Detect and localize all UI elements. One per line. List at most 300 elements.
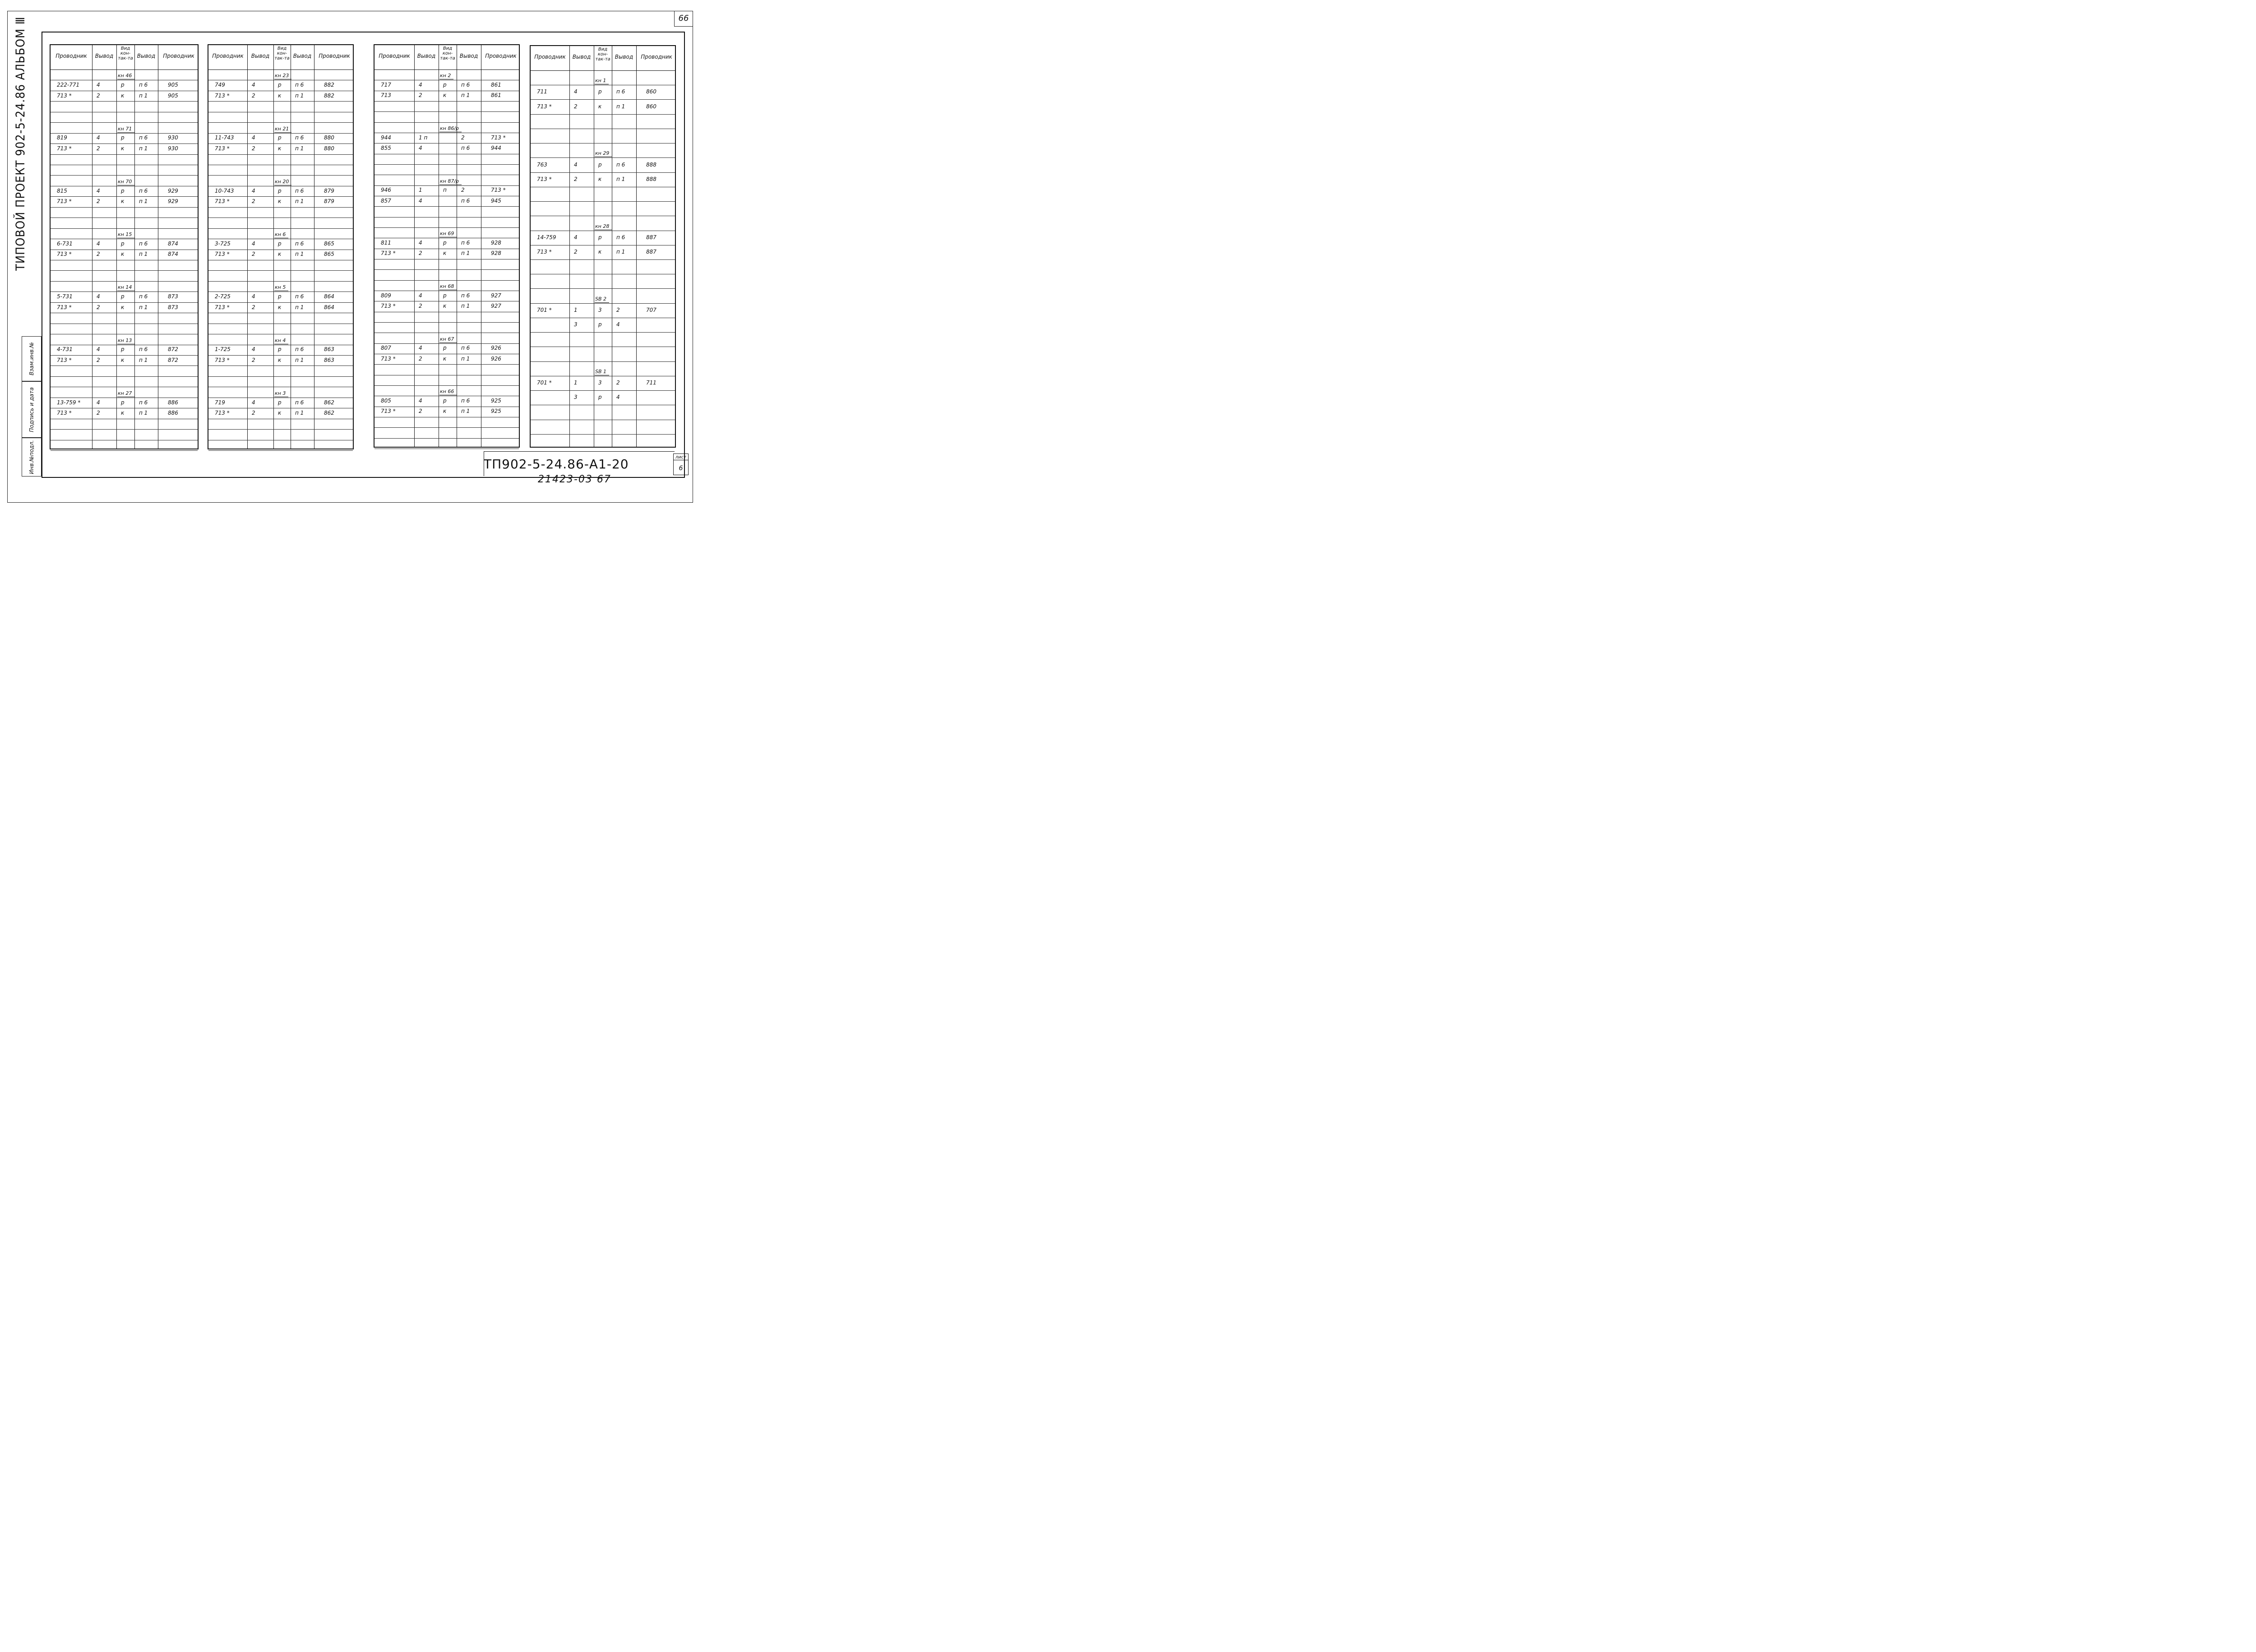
table-cell: р	[121, 187, 125, 194]
table-cell: 5-731	[57, 293, 73, 300]
table-cell: 864	[324, 304, 334, 310]
row-divider	[208, 355, 353, 356]
table-cell: п 1	[461, 250, 470, 257]
contact-group-label: кн 14	[117, 284, 134, 291]
table-cell: 888	[646, 161, 656, 168]
table-cell: п 6	[461, 345, 470, 352]
row-divider	[374, 185, 519, 186]
table-cell: 13-759 *	[57, 399, 81, 406]
table-cell: п 1	[461, 92, 470, 99]
table-cell: 4	[574, 88, 578, 95]
table-header-cell: Проводник	[534, 54, 566, 60]
contact-group-label: кн 86/р	[439, 125, 462, 132]
table-cell: п 6	[295, 346, 304, 353]
stamp-inv	[22, 438, 42, 477]
table-cell: к	[598, 248, 602, 255]
table-cell: 713 *	[381, 250, 396, 257]
table-cell: п 1	[139, 356, 148, 363]
table-cell: 2	[252, 304, 255, 310]
table-cell: п 1	[616, 248, 625, 255]
row-divider	[51, 207, 198, 208]
row-divider	[51, 122, 198, 123]
row-divider	[374, 427, 519, 428]
table-cell: 905	[168, 82, 178, 88]
table-cell: 222-771	[57, 82, 80, 88]
table-cell: п 6	[139, 346, 148, 353]
contact-group-label: кн 29	[595, 150, 612, 157]
table-cell: 879	[324, 198, 334, 205]
row-divider	[208, 207, 353, 208]
table-cell: 887	[646, 234, 656, 241]
row-divider	[208, 101, 353, 102]
table-cell: 811	[381, 240, 391, 246]
table-cell: 925	[491, 408, 501, 415]
table-cell: 2-725	[215, 293, 231, 300]
table-cell: 905	[168, 92, 178, 99]
header-divider	[374, 69, 519, 70]
contact-group-label: кн 3	[274, 390, 288, 397]
table-cell: 874	[168, 251, 178, 258]
contact-group-label: кн 67	[439, 336, 457, 343]
table-cell: п 1	[295, 356, 304, 363]
table-cell: к	[121, 198, 125, 205]
table-cell: к	[443, 355, 447, 362]
table-cell: к	[443, 250, 447, 257]
contact-group-label: кн 23	[274, 73, 291, 79]
table-cell: п 1	[139, 304, 148, 310]
row-divider	[208, 270, 353, 271]
table-cell: 3	[598, 306, 602, 313]
connection-table-3	[374, 44, 520, 448]
table-cell: п 1	[295, 198, 304, 205]
table-cell: п 1	[295, 145, 304, 152]
table-header-cell: Вид кон-так-та	[440, 46, 455, 61]
stamp-podpis-label: Подпись и дата	[28, 387, 35, 432]
table-cell: р	[121, 293, 125, 300]
row-divider	[208, 143, 353, 144]
table-cell: п 1	[139, 198, 148, 205]
table-cell: 2	[419, 303, 422, 309]
contact-group-label: кн 13	[117, 338, 134, 344]
table-cell: 713 *	[537, 176, 552, 182]
table-cell: 1	[574, 306, 578, 313]
inventory-number: 21423-03 67	[538, 474, 611, 485]
table-cell: 3-725	[215, 240, 231, 247]
contact-group-label: кн 2	[439, 73, 453, 79]
row-divider	[208, 281, 353, 282]
table-cell: 713 *	[491, 134, 506, 141]
table-cell: к	[278, 304, 282, 310]
table-cell: 930	[168, 134, 178, 141]
table-cell: 2	[616, 379, 620, 386]
table-header-cell: Вывод	[137, 53, 156, 59]
row-divider	[374, 364, 519, 365]
table-cell: 863	[324, 356, 334, 363]
table-cell: 4	[97, 187, 100, 194]
table-cell: п 6	[461, 240, 470, 246]
table-cell: п 1	[139, 251, 148, 258]
table-cell: п 6	[461, 197, 470, 204]
row-divider	[374, 101, 519, 102]
table-cell: 873	[168, 304, 178, 310]
row-divider	[531, 434, 675, 435]
table-cell: 2	[461, 187, 465, 194]
table-cell: 1	[419, 187, 422, 194]
table-cell: к	[443, 303, 447, 309]
contact-group-label: кн 20	[274, 179, 291, 185]
contact-group-label: кн 70	[117, 179, 134, 185]
table-cell: 930	[168, 145, 178, 152]
contact-group-label: кн 21	[274, 126, 291, 133]
contact-group-label: SB 2	[595, 296, 609, 303]
table-cell: п 1	[295, 251, 304, 258]
row-divider	[531, 361, 675, 362]
table-cell: 880	[324, 145, 334, 152]
table-cell: п 1	[139, 409, 148, 416]
table-cell: р	[121, 346, 125, 353]
table-cell: к	[121, 409, 125, 416]
table-cell: п 1	[139, 92, 148, 99]
table-cell: 4	[252, 293, 255, 300]
table-header-cell: Вывод	[417, 53, 436, 59]
table-cell: 713	[381, 92, 391, 99]
table-cell: 860	[646, 88, 656, 95]
table-cell: 886	[168, 409, 178, 416]
table-cell: к	[443, 408, 447, 415]
table-cell: 6-731	[57, 240, 73, 247]
table-cell: 4	[252, 134, 255, 141]
table-cell: 2	[461, 134, 465, 141]
contact-group-label: кн 6	[274, 231, 288, 238]
table-cell: 713 *	[215, 409, 230, 416]
table-cell: п 6	[139, 399, 148, 406]
row-divider	[374, 206, 519, 207]
table-cell: 863	[324, 346, 334, 353]
row-divider	[531, 332, 675, 333]
table-cell: 2	[252, 145, 255, 152]
table-cell: р	[278, 240, 282, 247]
table-cell: 4	[252, 399, 255, 406]
table-cell: р	[598, 234, 602, 241]
row-divider	[208, 133, 353, 134]
sheet-box	[673, 453, 689, 475]
table-cell: 861	[491, 82, 501, 88]
row-divider	[208, 154, 353, 155]
row-divider	[208, 228, 353, 229]
table-cell: 882	[324, 92, 334, 99]
table-cell: п	[443, 187, 447, 194]
table-cell: п 6	[139, 187, 148, 194]
table-cell: п 1	[616, 176, 625, 182]
table-cell: р	[443, 240, 447, 246]
row-divider	[51, 154, 198, 155]
table-cell: п 6	[139, 293, 148, 300]
table-cell: к	[121, 251, 125, 258]
table-cell: р	[278, 187, 282, 194]
table-cell: 4	[97, 240, 100, 247]
table-cell: к	[121, 356, 125, 363]
table-cell: р	[278, 293, 282, 300]
table-cell: р	[278, 346, 282, 353]
row-divider	[374, 322, 519, 323]
row-divider	[374, 122, 519, 123]
table-cell: 713 *	[381, 303, 396, 309]
table-cell: 927	[491, 292, 501, 299]
table-cell: 809	[381, 292, 391, 299]
table-cell: 926	[491, 355, 501, 362]
table-cell: 4	[574, 161, 578, 168]
contact-group-label: кн 87/р	[439, 178, 462, 185]
table-cell: п 6	[295, 82, 304, 88]
table-cell: 2	[419, 408, 422, 415]
table-cell: 4	[97, 293, 100, 300]
table-header-cell: Вывод	[459, 53, 478, 59]
table-cell: р	[598, 161, 602, 168]
row-divider	[51, 175, 198, 176]
row-divider	[374, 385, 519, 386]
table-cell: р	[443, 398, 447, 404]
table-cell: 701 *	[537, 379, 552, 386]
table-cell: 861	[491, 92, 501, 99]
contact-group-label: кн 4	[274, 338, 288, 344]
table-cell: 4	[419, 145, 422, 151]
table-cell: п 6	[295, 187, 304, 194]
table-header-cell: Проводник	[641, 54, 672, 60]
table-cell: 713 *	[491, 187, 506, 194]
table-cell: 713 *	[57, 198, 72, 205]
table-cell: 713 *	[57, 251, 72, 258]
table-cell: 713 *	[381, 408, 396, 415]
table-cell: 944	[381, 134, 391, 141]
row-divider	[531, 172, 675, 173]
table-cell: 865	[324, 251, 334, 258]
table-cell: 713 *	[215, 356, 230, 363]
table-cell: п 1	[295, 409, 304, 416]
column-divider	[569, 46, 570, 447]
side-title: ТИПОВОЙ ПРОЕКТ 902-5-24.86 АЛЬБОМ Ⅲ	[14, 16, 28, 271]
row-divider	[531, 390, 675, 391]
table-cell: п 6	[295, 240, 304, 247]
column-divider	[116, 45, 117, 449]
table-cell: 4	[252, 240, 255, 247]
table-cell: 4	[97, 82, 100, 88]
table-cell: 713 *	[537, 248, 552, 255]
table-cell: 805	[381, 398, 391, 404]
header-divider	[531, 70, 675, 71]
table-cell: 864	[324, 293, 334, 300]
table-cell: 749	[215, 82, 225, 88]
table-cell: 2	[574, 103, 578, 110]
row-divider	[51, 217, 198, 218]
table-cell: 4	[97, 134, 100, 141]
table-cell: п 1	[295, 92, 304, 99]
table-cell: 865	[324, 240, 334, 247]
table-cell: п 6	[616, 234, 625, 241]
row-divider	[531, 303, 675, 304]
table-cell: 4	[419, 345, 422, 352]
table-cell: к	[121, 92, 125, 99]
table-header-cell: Вывод	[95, 53, 114, 59]
table-cell: п 1	[295, 304, 304, 310]
header-divider	[51, 69, 198, 70]
document-code: ТП902-5-24.86-А1-20	[484, 457, 629, 472]
table-cell: 4	[574, 234, 578, 241]
table-cell: 857	[381, 197, 391, 204]
table-cell: р	[121, 82, 125, 88]
table-cell: 713 *	[215, 92, 230, 99]
table-cell: 713 *	[57, 145, 72, 152]
stamp-podpis	[22, 381, 42, 438]
table-header-cell: Вид кон-так-та	[118, 46, 133, 61]
table-cell: п 6	[461, 398, 470, 404]
table-cell: п 6	[139, 82, 148, 88]
table-cell: п 1	[461, 303, 470, 309]
table-cell: 713 *	[215, 198, 230, 205]
table-cell: п 1	[461, 408, 470, 415]
table-cell: 4	[252, 346, 255, 353]
table-cell: 4	[97, 346, 100, 353]
table-cell: 2	[97, 304, 100, 310]
table-cell: п 6	[139, 134, 148, 141]
table-header-cell: Вывод	[293, 53, 312, 59]
table-header-cell: Вывод	[251, 53, 270, 59]
table-cell: к	[278, 251, 282, 258]
table-cell: 4	[419, 398, 422, 404]
table-cell: 14-759	[537, 234, 556, 241]
table-cell: 2	[97, 356, 100, 363]
table-cell: п 6	[616, 88, 625, 95]
table-cell: 944	[491, 145, 501, 151]
stamp-inv-label: Инв.№подл.	[28, 440, 35, 474]
contact-group-label: кн 66	[439, 389, 457, 395]
table-cell: 946	[381, 187, 391, 194]
row-divider	[51, 376, 198, 377]
table-cell: 927	[491, 303, 501, 309]
row-divider	[51, 450, 198, 451]
table-cell: 2	[419, 92, 422, 99]
table-cell: 928	[491, 250, 501, 257]
table-cell: 872	[168, 346, 178, 353]
table-cell: п 1	[461, 355, 470, 362]
table-header-cell: Вывод	[572, 54, 591, 60]
contact-group-label: кн 28	[595, 223, 612, 230]
table-cell: к	[278, 92, 282, 99]
table-cell: 10-743	[215, 187, 234, 194]
table-cell: 713 *	[537, 103, 552, 110]
contact-group-label: кн 68	[439, 283, 457, 290]
table-cell: 2	[252, 92, 255, 99]
table-cell: 815	[57, 187, 67, 194]
row-divider	[374, 164, 519, 165]
table-cell: п 1	[616, 103, 625, 110]
contact-group-label: кн 69	[439, 231, 457, 237]
row-divider	[531, 114, 675, 115]
table-cell: 2	[252, 198, 255, 205]
row-divider	[208, 302, 353, 303]
table-cell: 713 *	[215, 145, 230, 152]
table-cell: р	[121, 399, 125, 406]
table-cell: п 6	[616, 161, 625, 168]
table-cell: 928	[491, 240, 501, 246]
contact-group-label: кн 15	[117, 231, 134, 238]
table-cell: 4	[419, 292, 422, 299]
table-cell: п 6	[295, 134, 304, 141]
table-header-cell: Проводник	[212, 53, 244, 59]
table-cell: 2	[97, 198, 100, 205]
row-divider	[51, 101, 198, 102]
table-cell: 880	[324, 134, 334, 141]
table-cell: 707	[646, 306, 656, 313]
connection-table-1	[50, 44, 199, 449]
table-header-cell: Проводник	[163, 53, 194, 59]
table-cell: 2	[419, 250, 422, 257]
contact-group-label: кн 71	[117, 126, 134, 133]
table-cell: 855	[381, 145, 391, 151]
table-cell: 2	[252, 409, 255, 416]
row-divider	[531, 157, 675, 158]
table-cell: 874	[168, 240, 178, 247]
contact-group-label: кн 46	[117, 73, 134, 79]
row-divider	[374, 438, 519, 439]
row-divider	[51, 228, 198, 229]
table-cell: 886	[168, 399, 178, 406]
row-divider	[374, 280, 519, 281]
table-cell: 2	[419, 355, 422, 362]
table-cell: п 6	[461, 292, 470, 299]
table-cell: 4	[97, 399, 100, 406]
row-divider	[208, 196, 353, 197]
table-cell: 879	[324, 187, 334, 194]
table-cell: 4	[616, 394, 620, 401]
table-cell: 717	[381, 82, 391, 88]
table-cell: 713 *	[57, 356, 72, 363]
table-cell: 887	[646, 248, 656, 255]
column-divider	[247, 45, 248, 449]
table-cell: р	[443, 345, 447, 352]
row-divider	[208, 217, 353, 218]
row-divider	[51, 133, 198, 134]
table-cell: 713 *	[57, 92, 72, 99]
table-cell: 3	[574, 394, 578, 401]
table-header-cell: Проводник	[319, 53, 350, 59]
table-cell: 2	[97, 251, 100, 258]
table-cell: р	[443, 292, 447, 299]
table-cell: 713 *	[57, 409, 72, 416]
column-divider	[414, 45, 415, 447]
table-cell: 3	[598, 379, 602, 386]
row-divider	[51, 302, 198, 303]
table-cell: р	[121, 240, 125, 247]
table-cell: к	[598, 103, 602, 110]
table-cell: р	[278, 82, 282, 88]
row-divider	[51, 429, 198, 430]
table-cell: п 1	[139, 145, 148, 152]
row-divider	[374, 343, 519, 344]
table-cell: 713 *	[215, 304, 230, 310]
row-divider	[531, 288, 675, 289]
table-cell: 713 *	[215, 251, 230, 258]
table-cell: 719	[215, 399, 225, 406]
table-cell: 926	[491, 345, 501, 352]
table-cell: 2	[252, 251, 255, 258]
row-divider	[531, 99, 675, 100]
sheet-box-value: 6	[679, 465, 683, 472]
table-cell: 11-743	[215, 134, 234, 141]
row-divider	[51, 270, 198, 271]
row-divider	[208, 450, 353, 451]
table-cell: р	[598, 321, 602, 328]
contact-group-label: SB 1	[595, 369, 609, 375]
